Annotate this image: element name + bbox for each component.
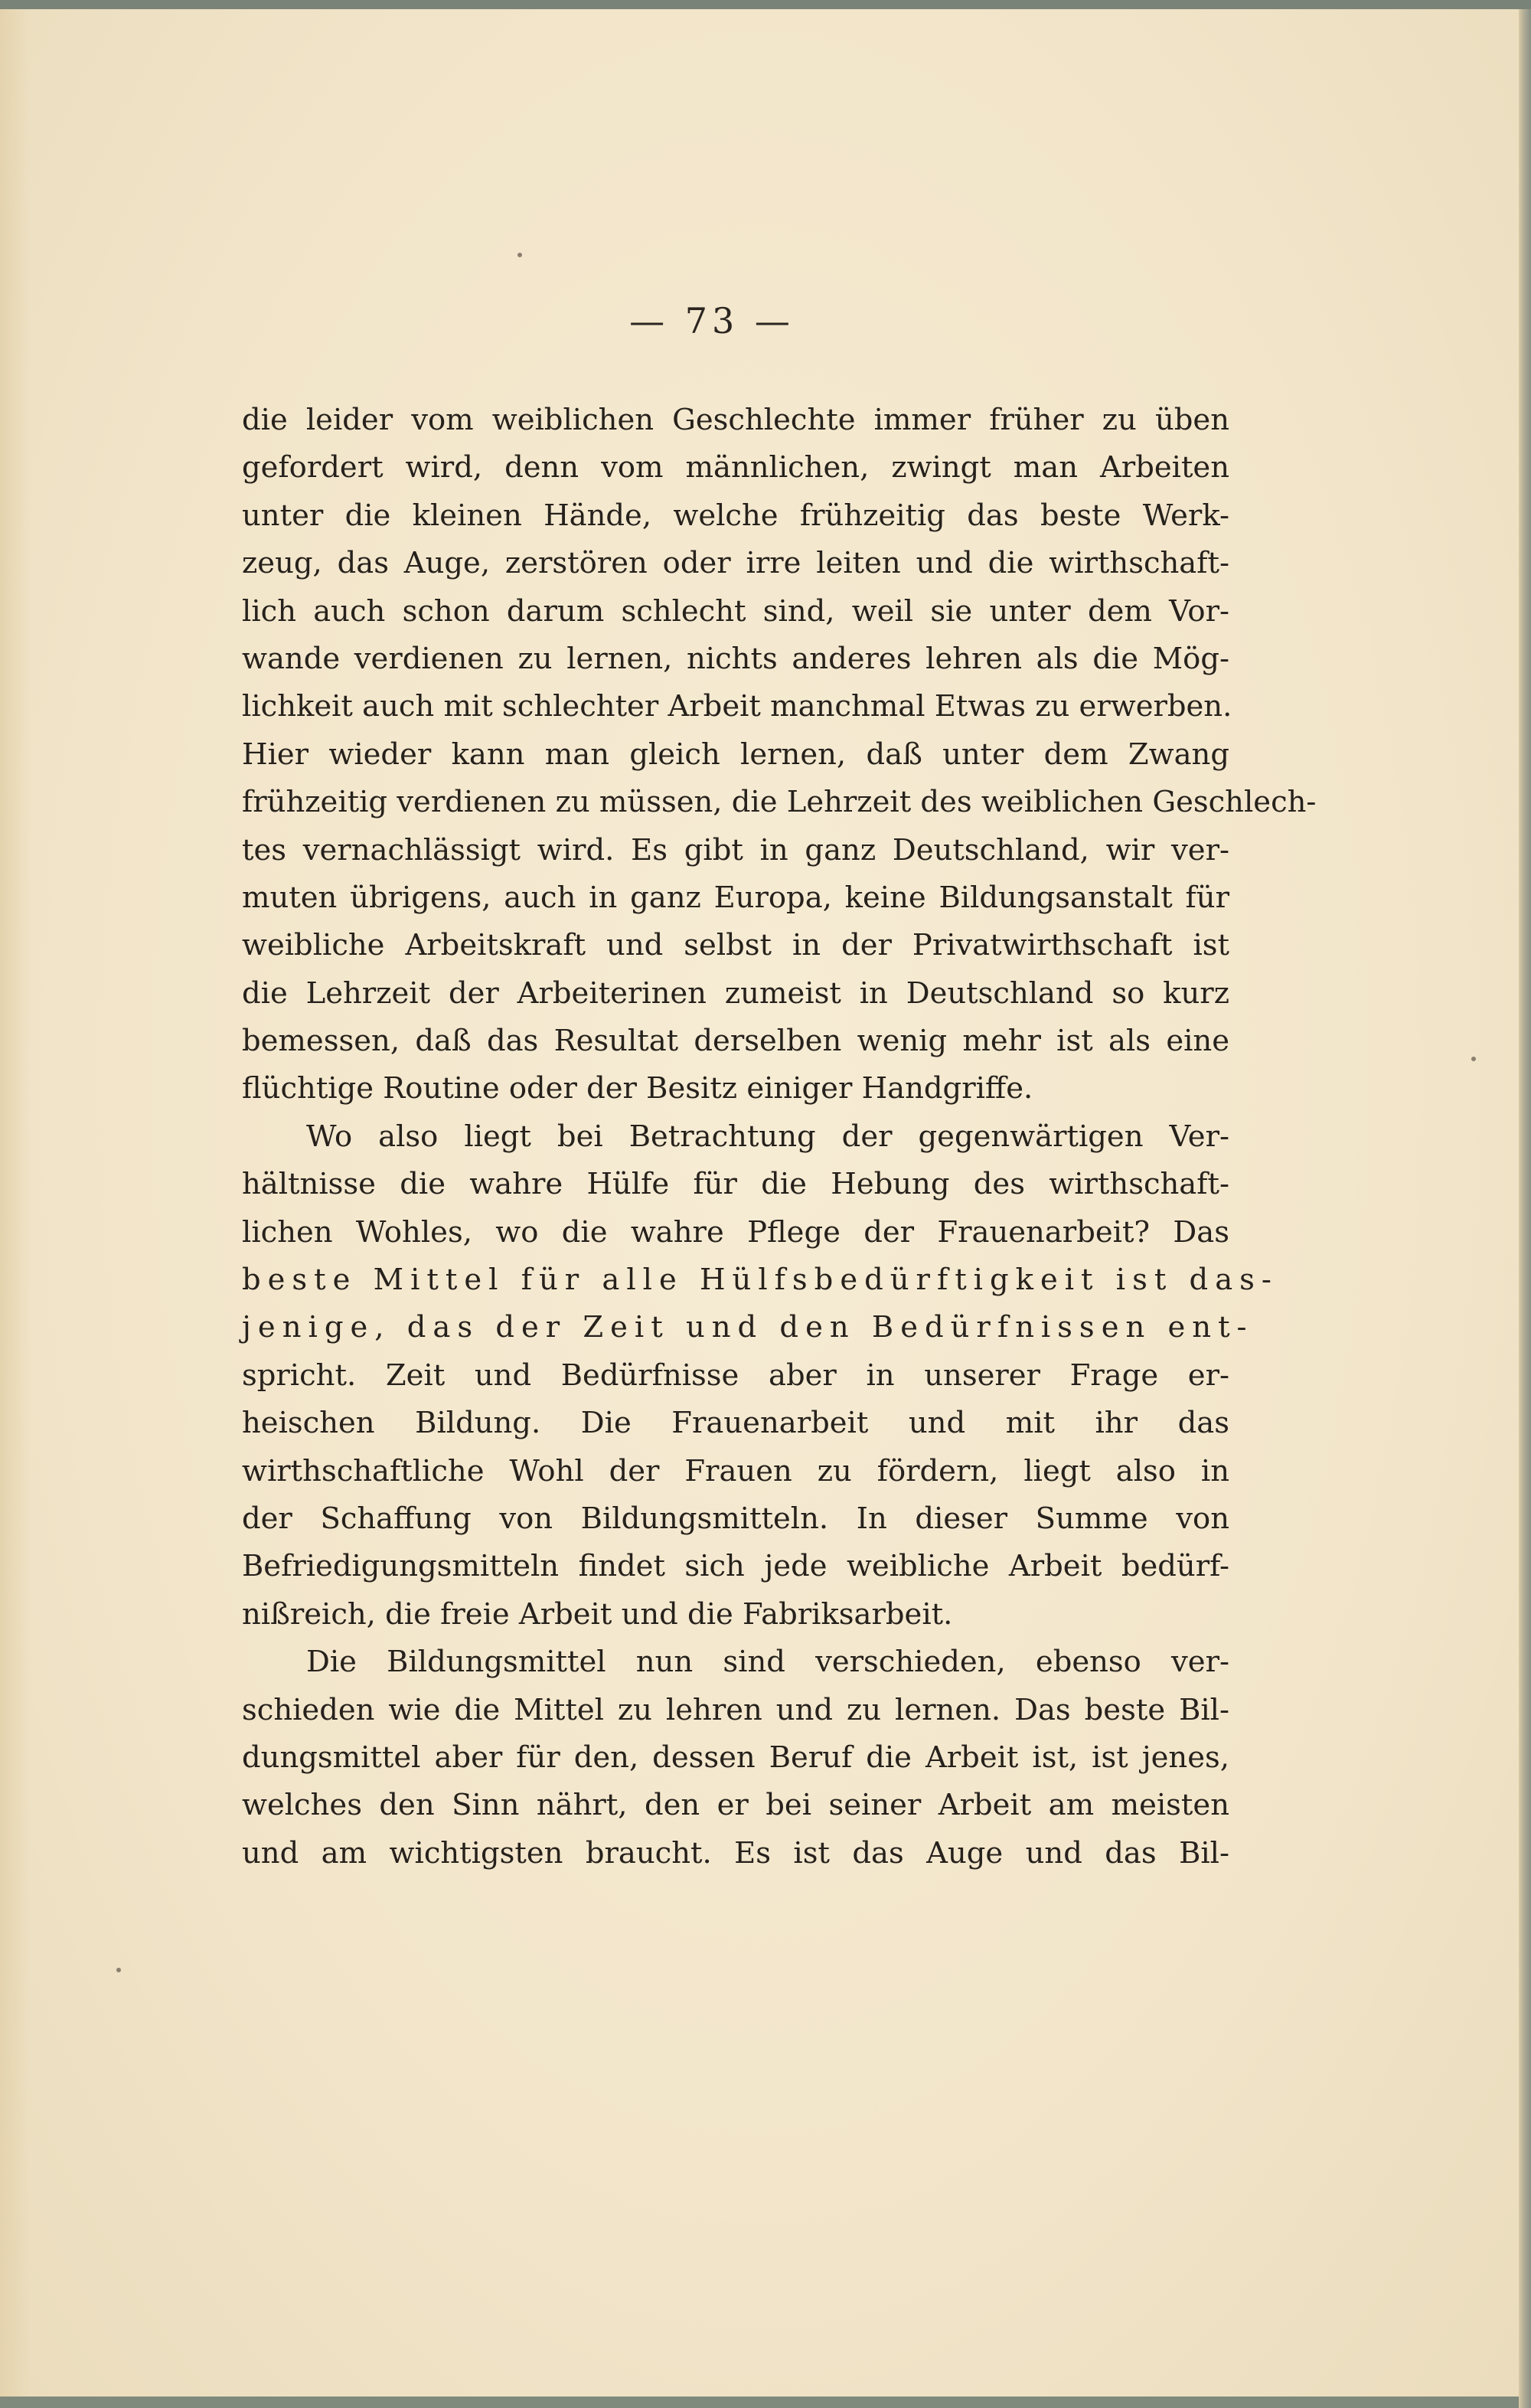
- text-line: jenige, das der Zeit und den Bedürfnissen ent-: [242, 1310, 1254, 1345]
- spine-shadow: [0, 9, 31, 2397]
- top-edge: [0, 0, 1531, 9]
- text-line: weibliche Arbeitskraft und selbst in der Privatwirthschaft ist: [242, 928, 1229, 963]
- right-page-edge: [1519, 9, 1531, 2408]
- text-line: gefordert wird, denn vom männlichen, zwingt man Arbeiten: [242, 450, 1229, 485]
- text-line: Hier wieder kann man gleich lernen, daß unter dem Zwang: [242, 737, 1229, 772]
- text-line: bemessen, daß das Resultat derselben wenig mehr ist als eine: [242, 1024, 1229, 1059]
- text-line: muten übrigens, auch in ganz Europa, keine Bildungsanstalt für: [242, 880, 1229, 915]
- text-line: lichen Wohles, wo die wahre Pflege der Frauenarbeit? Das: [242, 1214, 1229, 1250]
- page-number: — 73 —: [629, 300, 795, 341]
- text-line: Wo also liegt bei Betrachtung der gegenwärtigen Ver-: [306, 1119, 1229, 1154]
- paper-speck: [116, 1968, 121, 1972]
- text-line: spricht. Zeit und Bedürfnisse aber in unserer Frage er-: [242, 1358, 1229, 1393]
- text-line: wirthschaftliche Wohl der Frauen zu fördern, liegt also in: [242, 1453, 1229, 1488]
- text-line: flüchtige Routine oder der Besitz einiger Handgriffe.: [242, 1071, 1033, 1106]
- paper-speck: [517, 253, 522, 257]
- text-line: beste Mittel für alle Hülfsbedürftigkeit ist das-: [242, 1263, 1278, 1298]
- text-line: hältnisse die wahre Hülfe für die Hebung des wirthschaft-: [242, 1167, 1229, 1202]
- text-line: nißreich, die freie Arbeit und die Fabriksarbeit.: [242, 1596, 953, 1632]
- text-line: lich auch schon darum schlecht sind, weil sie unter dem Vor-: [242, 593, 1229, 629]
- text-line: lichkeit auch mit schlechter Arbeit manchmal Etwas zu erwerben.: [242, 689, 1232, 724]
- text-line: welches den Sinn nährt, den er bei seiner Arbeit am meisten: [242, 1788, 1229, 1823]
- text-line: und am wichtigsten braucht. Es ist das Auge und das Bil-: [242, 1835, 1229, 1871]
- text-line: frühzeitig verdienen zu müssen, die Lehrzeit des weiblichen Geschlech-: [242, 785, 1317, 820]
- text-line: unter die kleinen Hände, welche frühzeitig das beste Werk-: [242, 498, 1229, 533]
- text-line: schieden wie die Mittel zu lehren und zu lernen. Das beste Bil-: [242, 1692, 1229, 1727]
- text-line: tes vernachlässigt wird. Es gibt in ganz Deutschland, wir ver-: [242, 832, 1229, 867]
- text-line: der Schaffung von Bildungsmitteln. In dieser Summe von: [242, 1501, 1229, 1536]
- text-line: heischen Bildung. Die Frauenarbeit und mit ihr das: [242, 1406, 1229, 1441]
- text-line: Die Bildungsmittel nun sind verschieden, ebenso ver-: [306, 1645, 1229, 1680]
- text-line: die Lehrzeit der Arbeiterinen zumeist in Deutschland so kurz: [242, 975, 1229, 1011]
- text-line: die leider vom weiblichen Geschlechte immer früher zu üben: [242, 403, 1229, 437]
- body-text: [242, 397, 1317, 1877]
- text-line: dungsmittel aber für den, dessen Beruf die Arbeit ist, ist jenes,: [242, 1740, 1229, 1775]
- text-line: zeug, das Auge, zerstören oder irre leiten und die wirthschaft-: [242, 546, 1229, 581]
- text-line: Befriedigungsmitteln findet sich jede weibliche Arbeit bedürf-: [242, 1549, 1229, 1584]
- paper-speck: [1471, 1057, 1476, 1061]
- text-line: wande verdienen zu lernen, nichts anderes lehren als die Mög-: [242, 641, 1229, 676]
